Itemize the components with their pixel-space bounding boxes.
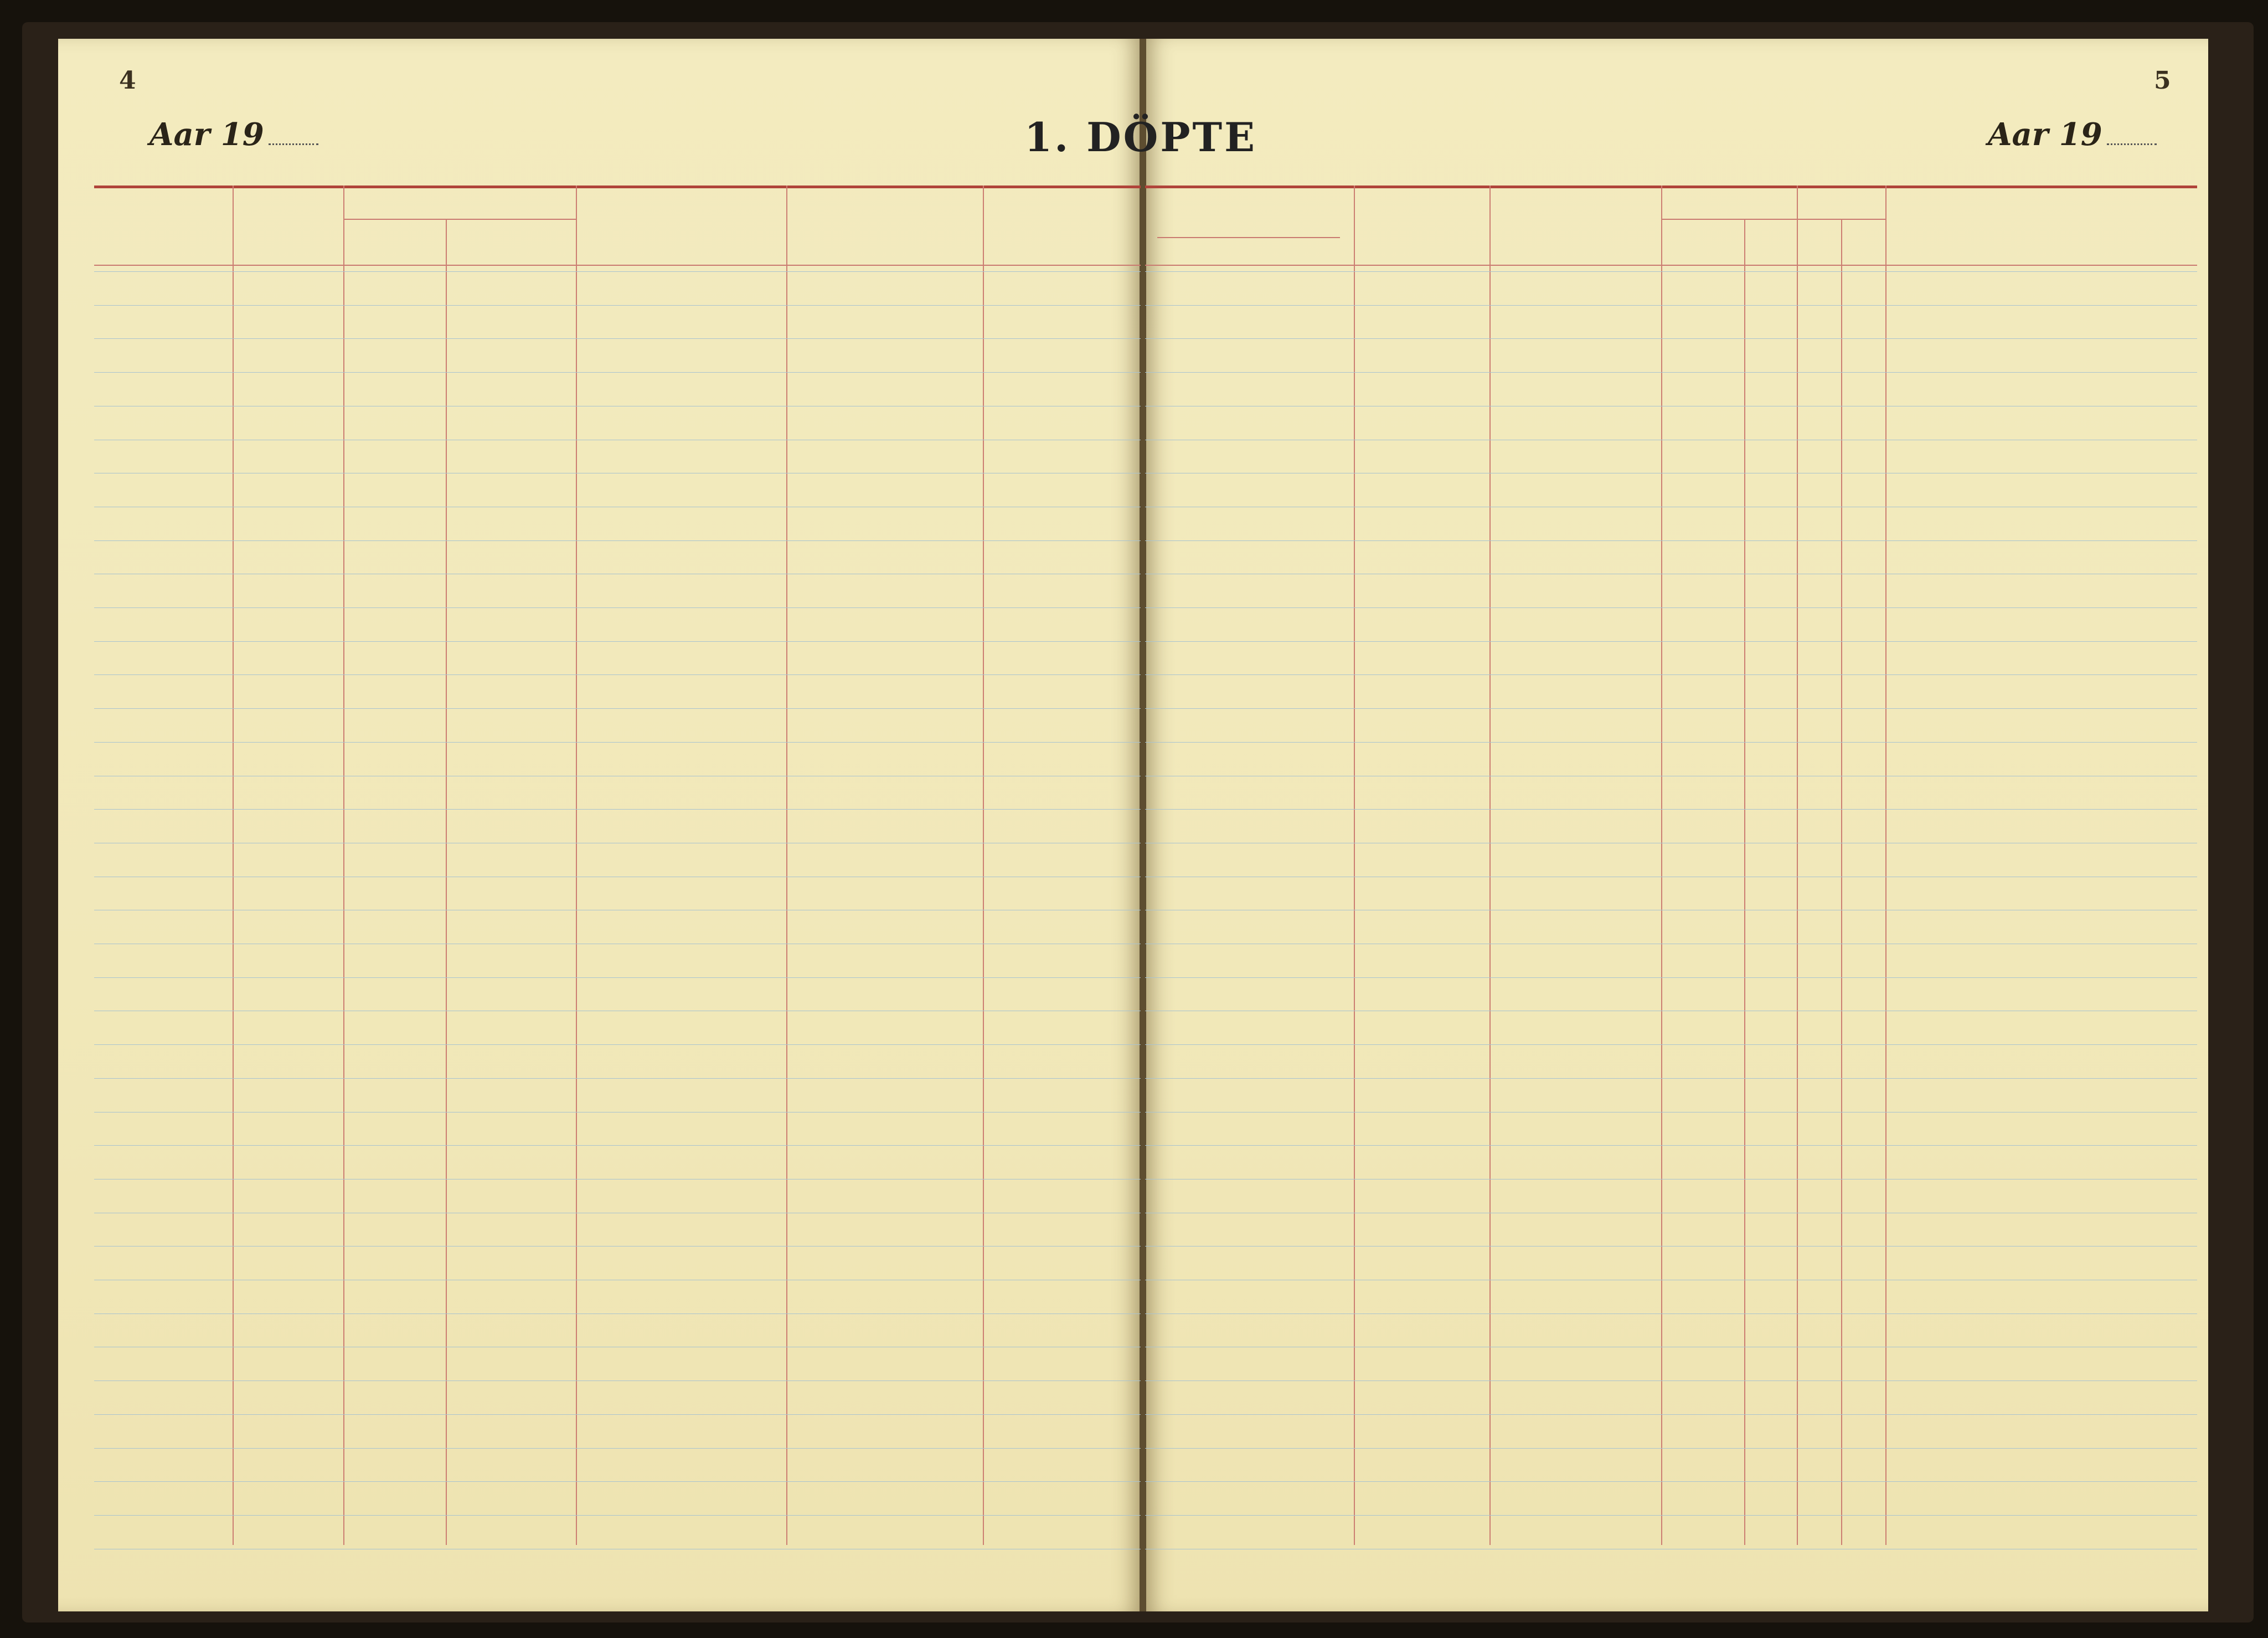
right-page: [1145, 39, 2208, 1611]
row-rule-left: [94, 540, 1141, 541]
row-rule-left: [94, 1448, 1141, 1449]
header-bottom-rule-right: [1145, 265, 2197, 266]
row-rule-right: [1145, 338, 2197, 339]
row-rule-left: [94, 641, 1141, 642]
row-rule-right: [1145, 641, 2197, 642]
column-rule: [1885, 186, 1886, 1545]
navn-sub-rule: [343, 219, 576, 220]
column-rule: [1841, 219, 1842, 1545]
row-rule-left: [94, 708, 1141, 709]
column-rule: [1744, 219, 1745, 1545]
row-rule-left: [94, 1414, 1141, 1415]
year-label-right: Aar 19: [1988, 116, 2157, 153]
row-rule-right: [1145, 607, 2197, 608]
column-rule: [1489, 186, 1491, 1545]
row-rule-left: [94, 305, 1141, 306]
column-rule: [446, 219, 447, 1545]
top-rule-right: [1145, 186, 2197, 188]
row-rule-right: [1145, 1481, 2197, 1482]
row-rule-left: [94, 1515, 1141, 1516]
row-rule-right: [1145, 809, 2197, 810]
row-rule-left: [94, 338, 1141, 339]
column-rule: [1661, 186, 1662, 1545]
page-number-right: 5: [2154, 66, 2171, 95]
column-rule: [983, 186, 984, 1545]
row-rule-left: [94, 1481, 1141, 1482]
row-rule-right: [1145, 1414, 2197, 1415]
column-rule: [233, 186, 234, 1545]
row-rule-right: [1145, 1515, 2197, 1516]
register-title: 1. DÖPTE: [1024, 114, 1257, 161]
row-rule-right: [1145, 1078, 2197, 1079]
row-rule-left: [94, 1145, 1141, 1146]
column-rule: [786, 186, 787, 1545]
row-rule-right: [1145, 1044, 2197, 1045]
row-rule-right: [1145, 271, 2197, 272]
column-rule: [343, 186, 344, 1545]
page-number-left: 4: [119, 66, 136, 95]
row-rule-left: [94, 809, 1141, 810]
row-rule-left: [94, 1044, 1141, 1045]
row-rule-left: [94, 372, 1141, 373]
row-rule-right: [1145, 1145, 2197, 1146]
row-rule-right: [1145, 742, 2197, 743]
year-label-left: Aar 19: [150, 116, 318, 153]
row-rule-right: [1145, 674, 2197, 675]
row-rule-right: [1145, 708, 2197, 709]
row-rule-right: [1145, 977, 2197, 978]
row-rule-right: [1145, 540, 2197, 541]
column-rule: [1354, 186, 1355, 1545]
voksne-sub-rule: [1661, 219, 1885, 220]
hjemmedopt-sub-rule: [1157, 237, 1340, 238]
row-rule-left: [94, 674, 1141, 675]
row-rule-right: [1145, 372, 2197, 373]
row-rule-right: [1145, 305, 2197, 306]
column-rule: [576, 186, 577, 1545]
row-rule-right: [1145, 1448, 2197, 1449]
column-rule: [1797, 186, 1798, 1545]
row-rule-left: [94, 977, 1141, 978]
row-rule-left: [94, 607, 1141, 608]
row-rule-left: [94, 271, 1141, 272]
book-spine: [1140, 39, 1146, 1611]
row-rule-left: [94, 742, 1141, 743]
row-rule-left: [94, 1078, 1141, 1079]
left-page: [58, 39, 1141, 1611]
